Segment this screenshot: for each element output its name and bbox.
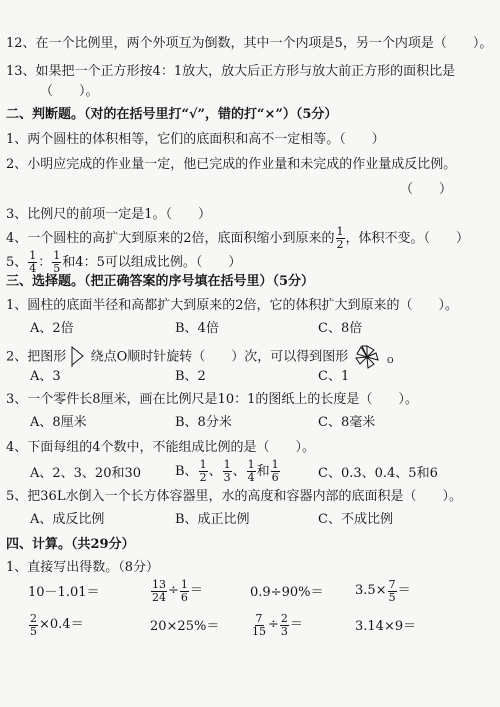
section-2-title: 二、判断题。（对的在括号里打“√”，错的打“×”）（5分） xyxy=(6,107,338,122)
choice-2: 2、把图形 绕点O顺时针旋转（ ）次，可以得到图形 O xyxy=(6,344,395,370)
judge-4-text-b: ，体积不变。（ ） xyxy=(345,231,470,246)
triangle-figure-icon xyxy=(70,345,86,369)
question-13: 13、如果把一个正方形按4：1放大，放大后正方形与放大前正方形的面积比是 xyxy=(6,64,456,79)
choice-2-option-a: A、3 xyxy=(30,369,61,384)
section-3-title: 三、选择题。（把正确答案的序号填在括号里）（5分） xyxy=(6,274,315,289)
fraction: $\frac{1}{4}$ xyxy=(247,458,255,484)
fraction: $\frac{1}{6}$ xyxy=(180,577,188,604)
fraction: $\frac{2}{3}$ xyxy=(280,611,288,638)
judge-1: 1、两个圆柱的体积相等，它们的底面积和高不一定相等。（ ） xyxy=(6,132,385,147)
fraction: $\frac{7}{15}$ xyxy=(252,611,266,638)
fraction: $\frac{1}{5}$ xyxy=(53,249,61,275)
pinwheel-figure-icon xyxy=(352,344,382,370)
choice-3: 3、一个零件长8厘米，画在比例尺是10：1的图纸上的长度是（ ）。 xyxy=(6,392,418,407)
choice-3-option-c: C、8毫米 xyxy=(318,415,376,430)
choice-5-option-b: B、成正比例 xyxy=(175,512,250,527)
choice-1-option-c: C、8倍 xyxy=(318,321,363,336)
choice-2-option-c: C、1 xyxy=(318,369,350,384)
choice-4-option-b: B、 $\frac{1}{2}$ 、 $\frac{1}{3}$ 、 $\frac{1}{4}$ 和 $\frac{1}{6}$ xyxy=(175,458,279,484)
judge-3: 3、比例尺的前项一定是1。（ ） xyxy=(6,207,212,222)
calc-expr-5: $\frac{2}{5}$ ×0.4＝ xyxy=(30,611,84,638)
fraction: $\frac{1}{3}$ xyxy=(223,458,231,484)
calc-expr-7: $\frac{7}{15}$ ÷ $\frac{2}{3}$ ＝ xyxy=(252,611,303,638)
choice-5-option-a: A、成反比例 xyxy=(30,512,105,527)
question-12: 12、在一个比例里，两个外项互为倒数，其中一个内项是5，另一个内项是（ ）。 xyxy=(6,36,493,51)
fraction: $\frac{1}{6}$ xyxy=(271,458,279,484)
point-o-icon xyxy=(387,349,395,365)
choice-4: 4、下面每组的4个数中，不能组成比例的是（ ）。 xyxy=(6,440,316,455)
choice-1-option-b: B、4倍 xyxy=(175,321,219,336)
choice-4-option-a: A、2、3、20和30 xyxy=(30,466,142,481)
judge-5-text-b: 和4：5可以组成比例。（ ） xyxy=(62,255,242,270)
judge-2-blank: （ ） xyxy=(400,182,453,197)
calc-expr-2: $\frac{13}{24}$ ÷ $\frac{1}{6}$ ＝ xyxy=(152,577,203,604)
calc-expr-4: 3.5× $\frac{7}{5}$ ＝ xyxy=(355,577,411,604)
choice-3-option-b: B、8分米 xyxy=(175,415,232,430)
calc-expr-3: 0.9÷90%＝ xyxy=(250,585,324,600)
judge-4 xyxy=(6,226,469,251)
fraction: $\frac{7}{5}$ xyxy=(388,577,396,604)
choice-5: 5、把36L水倒入一个长方体容器里，水的高度和容器内部的底面积是（ ）。 xyxy=(6,489,462,504)
fraction: $\frac{1}{2}$ xyxy=(199,458,207,484)
judge-4-text-a: 4、一个圆柱的高扩大到原来的2倍，底面积缩小到原来的 xyxy=(6,231,335,246)
fraction: $\frac{13}{24}$ xyxy=(152,577,166,604)
calc-heading: 1、直接写出得数。（8分） xyxy=(6,560,160,575)
calc-expr-6: 20×25%＝ xyxy=(150,619,220,634)
question-13-blank: （ ）。 xyxy=(40,84,99,99)
fraction: $\frac{1}{2}$ xyxy=(336,225,344,251)
choice-5-option-c: C、不成比例 xyxy=(318,512,393,527)
calc-expr-8: 3.14×9＝ xyxy=(355,619,417,634)
svg-text:O: O xyxy=(386,356,394,365)
judge-5: 5、 $\frac{1}{4}$ ： $\frac{1}{5}$ 和4：5可以组成比例。（ ） xyxy=(6,249,242,275)
choice-3-option-a: A、8厘米 xyxy=(30,415,87,430)
choice-4-option-c: C、0.3、0.4、5和6 xyxy=(318,466,438,481)
judge-2: 2、小明应完成的作业量一定，他已完成的作业量和未完成的作业量成反比例。 xyxy=(6,157,457,172)
choice-1: 1、圆柱的底面半径和高都扩大到原来的2倍，它的体积扩大到原来的（ ）。 xyxy=(6,298,459,313)
fraction: $\frac{2}{5}$ xyxy=(30,611,37,638)
calc-expr-1: 10－1.01＝ xyxy=(28,585,100,600)
choice-1-option-a: A、2倍 xyxy=(30,321,74,336)
choice-2-option-b: B、2 xyxy=(175,369,206,384)
fraction: $\frac{1}{4}$ xyxy=(29,249,37,275)
section-4-title: 四、计算。（共29分） xyxy=(6,537,135,552)
